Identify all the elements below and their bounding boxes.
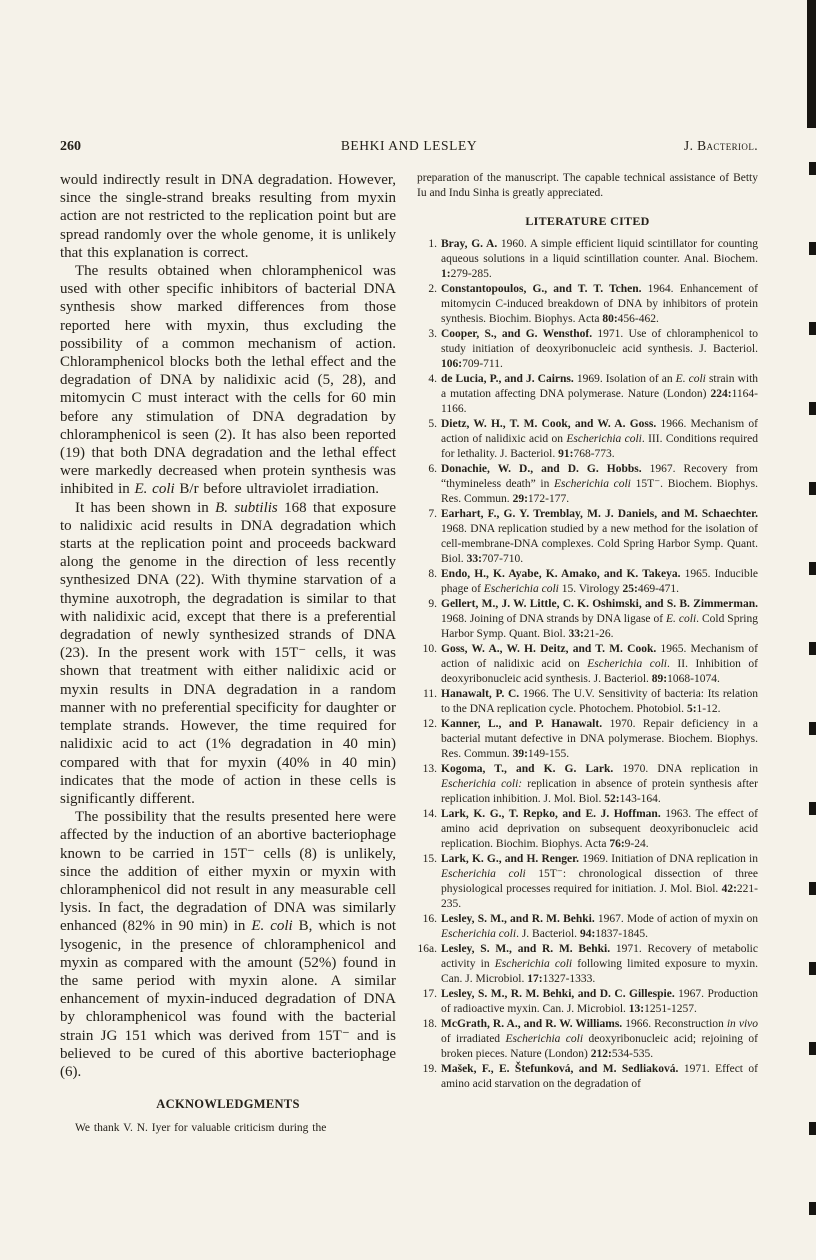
reference-number: 17. xyxy=(422,988,437,1000)
reference-item xyxy=(417,237,758,282)
reference-number: 1. xyxy=(428,238,437,250)
reference-item xyxy=(417,807,758,852)
body-paragraph: The results obtained when chloramphenicol was used with other specific inhibitors of bacterial DNA synthesis show marked differences from those reported here with myxin, thus excluding the possibility of a common mechanism of action. Chloramphenicol blocks both the lethal effect and the degradation of DNA by nalidixic acid (5, 28), and mitomycin C must interact with the cells for 60 min before any stimulation of DNA degradation by chloramphenicol is seen (2). It has also been reported (19) that both DNA degradation and the lethal effect were markedly decreased when protein synthesis was inhibited in E. coli B/r before ultraviolet irradiation. xyxy=(60,263,396,498)
reference-text: Donachie, W. D., and D. G. Hobbs. 1967. Recovery from “thymineless death” in Escherichia coli 15T⁻. Biochem. Biophys. Res. Commun. 29:172-177. xyxy=(441,463,758,505)
right-column xyxy=(417,171,758,1136)
reference-item xyxy=(417,282,758,327)
reference-item xyxy=(417,912,758,942)
reference-text: Mašek, F., E. Štefunková, and M. Sedliaková. 1971. Effect of amino acid starvation on the degradation of xyxy=(441,1063,758,1090)
reference-text: McGrath, R. A., and R. W. Williams. 1966. Reconstruction in vivo of irradiated Escherichia coli deoxyribonucleic acid; rejoining of broken pieces. Nature (London) 212:534-535. xyxy=(441,1018,758,1060)
reference-item xyxy=(417,1017,758,1062)
reference-number: 5. xyxy=(428,418,437,430)
acknowledgments-heading: ACKNOWLEDGMENTS xyxy=(156,1097,300,1112)
reference-item xyxy=(417,417,758,462)
body-paragraph: It has been shown in B. subtilis 168 that exposure to nalidixic acid results in DNA degradation which starts at the replication point and proceeds backward along the genome in the direction of less recently synthesized DNA (22). With thymine starvation of a thymine auxotroph, the degradation is similar to that with nalidixic acid, except that there is a preferential degradation of newly synthesized strands of DNA (23). In the present work with 15T⁻ cells, it was shown that treatment with either nalidixic acid or myxin results in DNA degradation in a random manner with no preferential specificity for daughter or template strands. However, the time required for nalidixic acid to act (1% degradation in 40 min) compared with that for myxin (40% in 40 min) indicates that the mode of action in these cells is significantly different. xyxy=(60,499,397,807)
reference-number: 13. xyxy=(422,763,437,775)
reference-text: Lark, K. G., and H. Renger. 1969. Initiation of DNA replication in Escherichia coli 15T⁻: chronological dissection of three physiological processes required for initiation. J. Mol. Biol. 42:221-235. xyxy=(441,853,758,910)
reference-number: 12. xyxy=(422,718,437,730)
reference-text: Dietz, W. H., T. M. Cook, and W. A. Goss. 1966. Mechanism of action of nalidixic acid on Escherichia coli. III. Conditions required for lethality. J. Bacteriol. 91:768-773. xyxy=(441,418,759,460)
reference-item xyxy=(417,567,758,597)
reference-text: Lark, K. G., T. Repko, and E. J. Hoffman. 1963. The effect of amino acid deprivation on subsequent deoxyribonucleic acid replication. Biochim. Biophys. Acta 76:9-24. xyxy=(441,808,758,850)
reference-text: Kanner, L., and P. Hanawalt. 1970. Repair deficiency in a bacterial mutant defective in DNA polymerase. Biochem. Biophys. Res. Commun. 39:149-155. xyxy=(441,718,758,760)
body-paragraphs xyxy=(60,171,396,1081)
acknowledgments-text: We thank V. N. Iyer for valuable criticism during the xyxy=(75,1122,327,1135)
reference-text: Lesley, S. M., and R. M. Behki. 1971. Recovery of metabolic activity in Escherichia coli following limited exposure to myxin. Can. J. Microbiol. 17:1327-1333. xyxy=(441,943,758,985)
body-paragraph: The possibility that the results presented here were affected by the induction of an abortive bacteriophage known to be carried in 15T⁻ cells (8) is unlikely, since the addition of either myxin or myxin with chloramphenicol did not result in any measurable cell lysis. In fact, the degradation of DNA was similarly enhanced (82% in 90 min) in E. coli B, which is not lysogenic, in the presence of chloramphenicol and myxin as compared with the amount (52%) found in the same period with myxin alone. A similar enhancement of myxin-induced degradation of DNA by chloramphenicol was found with the bacterial strain JG 151 which was derived from 15T⁻ and is believed to be cured of this abortive bacteriophage (6). xyxy=(60,809,396,1080)
reference-item xyxy=(417,642,758,687)
body-paragraph: would indirectly result in DNA degradation. However, since the single-strand breaks resulting from myxin action are not restricted to the replication point but are spread randomly over the whole genome, it is unlikely that this explanation is correct. xyxy=(60,172,396,261)
reference-item xyxy=(417,1062,758,1092)
reference-number: 6. xyxy=(428,463,437,475)
page-content xyxy=(60,138,758,1136)
reference-item xyxy=(417,687,758,717)
running-head: BEHKI AND LESLEY xyxy=(340,138,478,153)
reference-number: 7. xyxy=(428,508,437,520)
reference-text: de Lucia, P., and J. Cairns. 1969. Isolation of an E. coli strain with a mutation affecting DNA polymerase. Nature (London) 224:1164-1166. xyxy=(441,373,759,415)
reference-item xyxy=(417,987,758,1017)
scan-edge-marks xyxy=(809,162,816,1254)
reference-text: Bray, G. A. 1960. A simple efficient liquid scintillator for counting aqueous solutions in a liquid scintillation counter. Anal. Biochem. 1:279-285. xyxy=(441,238,758,280)
reference-item xyxy=(417,597,758,642)
reference-item xyxy=(417,372,758,417)
left-column xyxy=(60,171,396,1136)
reference-text: Gellert, M., J. W. Little, C. K. Oshimski, and S. B. Zimmerman. 1968. Joining of DNA strands by DNA ligase of E. coli. Cold Spring Harbor Symp. Quant. Biol. 33:21-26. xyxy=(441,598,758,640)
reference-item xyxy=(417,327,758,372)
reference-text: Cooper, S., and G. Wensthof. 1971. Use of chloramphenicol to study initiation of deoxyribonucleic acid synthesis. J. Bacteriol. 106:709-711. xyxy=(441,328,758,370)
reference-item xyxy=(417,942,758,987)
reference-number: 2. xyxy=(428,283,437,295)
acknowledgments-continuation: preparation of the manuscript. The capable technical assistance of Betty Iu and Indu Sinha is greatly appreciated. xyxy=(417,172,758,199)
reference-number: 14. xyxy=(422,808,437,820)
reference-number: 15. xyxy=(422,853,437,865)
reference-number: 10. xyxy=(422,643,437,655)
reference-number: 3. xyxy=(428,328,437,340)
reference-item xyxy=(417,462,758,507)
reference-number: 8. xyxy=(428,568,437,580)
reference-item xyxy=(417,507,758,567)
reference-list xyxy=(417,237,758,1092)
reference-number: 4. xyxy=(428,373,437,385)
journal-name: J. Bacteriol. xyxy=(683,138,758,153)
reference-text: Kogoma, T., and K. G. Lark. 1970. DNA replication in Escherichia coli: replication in absence of protein synthesis after replication inhibition. J. Mol. Biol. 52:143-164. xyxy=(441,763,758,805)
reference-number: 9. xyxy=(428,598,437,610)
reference-number: 19. xyxy=(422,1063,437,1075)
reference-text: Lesley, S. M., and R. M. Behki. 1967. Mode of action of myxin on Escherichia coli. J. Bacteriol. 94:1837-1845. xyxy=(441,913,758,940)
two-column-layout xyxy=(60,171,758,1136)
reference-text: Goss, W. A., W. H. Deitz, and T. M. Cook. 1965. Mechanism of action of nalidixic acid on Escherichia coli. II. Inhibition of deoxyribonucleic acid synthesis. J. Bacteriol. 89:1068-1074. xyxy=(441,643,759,685)
literature-cited-heading: LITERATURE CITED xyxy=(525,214,650,228)
page-header xyxy=(60,138,758,155)
reference-number: 16. xyxy=(422,913,437,925)
reference-text: Earhart, F., G. Y. Tremblay, M. J. Daniels, and M. Schaechter. 1968. DNA replication studied by a new method for the isolation of cell-membrane-DNA complexes. Cold Spring Harbor Symp. Quant. Biol. 33:707-710. xyxy=(441,508,758,565)
reference-text: Endo, H., K. Ayabe, K. Amako, and K. Takeya. 1965. Inducible phage of Escherichia coli 15. Virology 25:469-471. xyxy=(441,568,759,595)
scan-edge-mark xyxy=(807,0,816,128)
reference-number: 18. xyxy=(422,1018,437,1030)
reference-number: 11. xyxy=(423,688,437,700)
page-number: 260 xyxy=(60,139,81,154)
reference-number: 16a. xyxy=(417,943,437,955)
reference-item xyxy=(417,762,758,807)
reference-item xyxy=(417,852,758,912)
reference-item xyxy=(417,717,758,762)
reference-text: Hanawalt, P. C. 1966. The U.V. Sensitivity of bacteria: Its relation to the DNA replication cycle. Photochem. Photobiol. 5:1-12. xyxy=(441,688,758,715)
reference-text: Constantopoulos, G., and T. T. Tchen. 1964. Enhancement of mitomycin C-induced breakdown of DNA by inhibitors of protein synthesis. Biochim. Biophys. Acta 80:456-462. xyxy=(441,283,758,325)
reference-text: Lesley, S. M., R. M. Behki, and D. C. Gillespie. 1967. Production of radioactive myxin. Can. J. Microbiol. 13:1251-1257. xyxy=(441,988,758,1015)
